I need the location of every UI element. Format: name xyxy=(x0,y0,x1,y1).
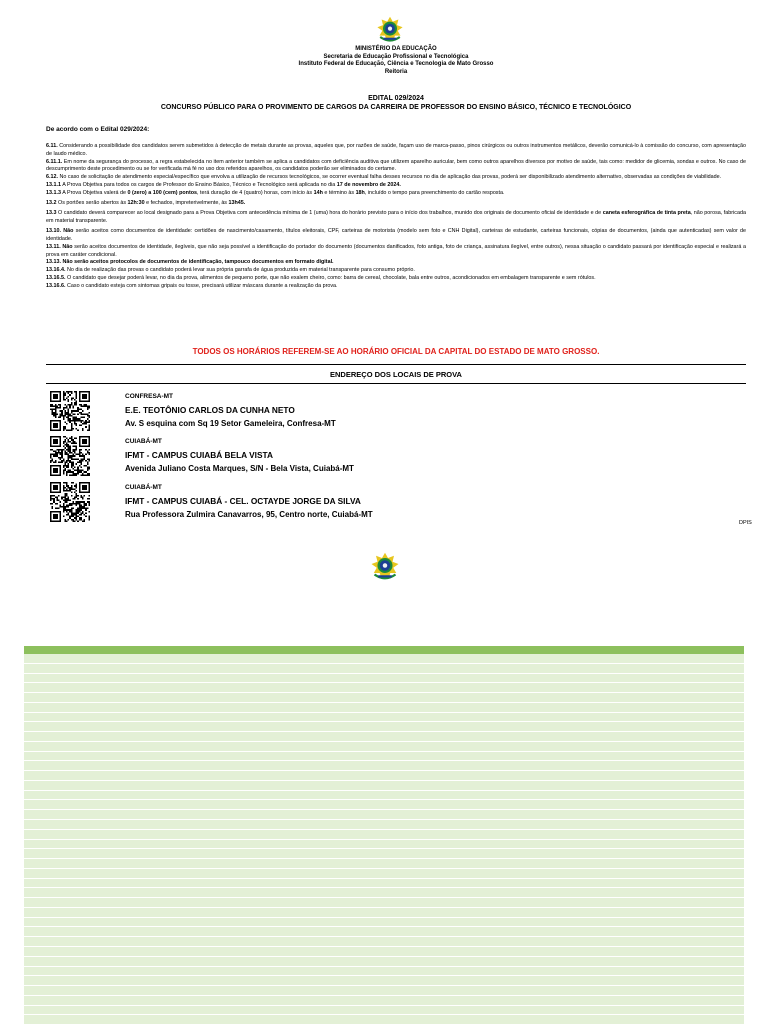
qr-code-icon[interactable] xyxy=(50,391,90,431)
timezone-notice: TODOS OS HORÁRIOS REFEREM-SE AO HORÁRIO OFICIAL DA CAPITAL DO ESTADO DE MATO GROSSO. xyxy=(192,347,600,356)
location-city: CONFRESA-MT xyxy=(125,393,174,400)
table-row xyxy=(24,1015,744,1024)
section-divider-top xyxy=(46,364,746,365)
item-13-16-4: 13.16.4. No dia de realização das provas o candidato poderá levar sua própria garrafa de água produzida em material transparente para consumo próprio. xyxy=(46,267,415,274)
table-row xyxy=(24,810,744,820)
table-row xyxy=(24,713,744,723)
table-row xyxy=(24,1006,744,1016)
location-address: Avenida Juliano Costa Marques, S/N - Bela Vista, Cuiabá-MT xyxy=(125,464,354,473)
table-row xyxy=(24,752,744,762)
table-row xyxy=(24,761,744,771)
table-row xyxy=(24,820,744,830)
table-row xyxy=(24,879,744,889)
item-13-2: 13.2 Os portões serão abertos às 12h:30 e fechados, impreterivelmente, às 13h45. xyxy=(46,199,246,206)
item-13-13: 13.13. Não serão aceitos protocolos de documentos de identificação, tampouco documentos em formato digital. xyxy=(46,259,334,266)
table-header xyxy=(24,646,744,654)
table-row xyxy=(24,654,744,664)
location-name: IFMT - CAMPUS CUIABÁ BELA VISTA xyxy=(125,450,273,460)
table-row xyxy=(24,791,744,801)
item-13-11: 13.11. Não serão aceitos documentos de identidade, ilegíveis, que não seja possível a identificação do portador do documento (documentos danificados, foto antiga, foto de criança, assinatura ilegível, entre outros), nessa situação o candidato passará por identificação especial e realizará a prova em caráter condicional. xyxy=(46,243,747,258)
table-row xyxy=(24,927,744,937)
item-13-1-1: 13.1.1 A Prova Objetiva para todos os cargos de Professor do Ensino Básico, Técnico e Tecnológico será aplicada no dia 17 de novembro de 2024. xyxy=(46,181,401,188)
table-row xyxy=(24,849,744,859)
footer-code: DPIS xyxy=(739,520,752,526)
table-row xyxy=(24,869,744,879)
edital-title: CONCURSO PÚBLICO PARA O PROVIMENTO DE CARGOS DA CARREIRA DE PROFESSOR DO ENSINO BÁSICO, TÉCNICO E TECNOLÓGICO xyxy=(160,104,632,111)
item-6-11-1: 6.11.1. Em nome da segurança do processo, a regra estabelecida no item anterior também se aplica a candidatos com deficiência auditiva que utilizem aparelho auricular, bem como outros aparelhos diversos por motivo de saúde, tais como: medidor de glicemia, sondas e outros. No caso de descumprimento deste procedimento ou se for verificada má fé no uso dos referidos aparelhos, os candidatos poderão ser eliminados do certame. xyxy=(46,158,746,173)
qr-code-icon[interactable] xyxy=(50,436,90,476)
table-row xyxy=(24,683,744,693)
location-city: CUIABÁ-MT xyxy=(125,438,162,445)
item-13-10: 13.10. Não serão aceitos como documentos de identidade: certidões de nascimento/casamento, títulos eleitorais, CPF, carteiras de motorista (modelo sem foto e CNH Digital), carteiras de estudante, carteiras funcionais, cópias de documentos, (ainda que autenticadas) sem valor de identidade. xyxy=(46,228,746,242)
edital-number: EDITAL 029/2024 xyxy=(368,95,424,102)
table-row xyxy=(24,781,744,791)
table-row xyxy=(24,898,744,908)
rules-text xyxy=(46,143,746,291)
unit-name: Reitoria xyxy=(384,68,408,75)
location-name: IFMT - CAMPUS CUIABÁ - CEL. OCTAYDE JORGE DA SILVA xyxy=(125,496,361,506)
location-item xyxy=(50,436,550,480)
empty-table xyxy=(24,646,744,1024)
table-row xyxy=(24,947,744,957)
table-row xyxy=(24,664,744,674)
item-13-16-6: 13.16.6. Caso o candidato esteja com sintomas gripais ou tosse, precisará utilizar máscara durante a realização da prova. xyxy=(46,282,338,289)
locations-heading: ENDEREÇO DOS LOCAIS DE PROVA xyxy=(330,370,462,379)
table-row xyxy=(24,674,744,684)
document-header xyxy=(0,46,768,76)
item-6-12: 6.12. No caso de solicitação de atendimento especial/específico que envolva a utilização de recursos tecnológicos, se ocorrer eventual falha desses recursos no dia de aplicação das provas, poderá ser disponibilizado atendimento alternativo, observadas as condições de viabilidade. xyxy=(46,174,722,181)
table-row xyxy=(24,937,744,947)
brazil-coat-of-arms-icon xyxy=(376,16,404,44)
location-city: CUIABÁ-MT xyxy=(125,484,162,491)
table-row xyxy=(24,742,744,752)
secretariat-name: Secretaria de Educação Profissional e Tecnológica xyxy=(323,53,469,60)
table-row xyxy=(24,732,744,742)
table-row xyxy=(24,967,744,977)
table-row xyxy=(24,840,744,850)
location-name: E.E. TEOTÔNIO CARLOS DA CUNHA NETO xyxy=(125,405,295,415)
table-row xyxy=(24,771,744,781)
location-address: Rua Professora Zulmira Canavarros, 95, Centro norte, Cuiabá-MT xyxy=(125,510,373,519)
location-address: Av. S esquina com Sq 19 Setor Gameleira, Confresa-MT xyxy=(125,419,336,428)
qr-code-icon[interactable] xyxy=(50,482,90,522)
item-13-1-3: 13.1.3 A Prova Objetiva valerá de 0 (zero) a 100 (cem) pontos, terá duração de 4 (quatro) horas, com início às 14h e término às 18h, incluído o tempo para preenchimento do cartão resposta. xyxy=(46,189,505,196)
brazil-coat-of-arms-icon xyxy=(370,552,400,582)
item-13-16-5: 13.16.5. O candidato que desejar poderá levar, no dia da prova, alimentos de pequeno porte, que não exalem cheiro, como: barra de cereal, chocolate, bala entre outros, acondicionados em embalagem transparente e sem rótulos. xyxy=(46,274,596,281)
table-row xyxy=(24,918,744,928)
location-item xyxy=(50,391,550,435)
item-13-3: 13.3 O candidato deverá comparecer ao local designado para a Prova Objetiva com antecedência mínima de 1 (uma) hora do horário previsto para o início dos trabalhos, munido dos originais de documento oficial de identidade e de caneta esferográfica de tinta preta, não porosa, fabricada em material transparente. xyxy=(46,210,746,224)
table-row xyxy=(24,957,744,967)
ministry-name: MINISTÉRIO DA EDUCAÇÃO xyxy=(355,46,437,52)
intro-text: De acordo com o Edital 029/2024: xyxy=(46,126,150,133)
table-row xyxy=(24,693,744,703)
table-row xyxy=(24,976,744,986)
table-row xyxy=(24,830,744,840)
location-item xyxy=(50,482,550,526)
table-row xyxy=(24,996,744,1006)
table-row xyxy=(24,908,744,918)
table-row xyxy=(24,986,744,996)
section-divider-bottom xyxy=(46,383,746,384)
table-row xyxy=(24,859,744,869)
table-row xyxy=(24,722,744,732)
institute-name: Instituto Federal de Educação, Ciência e Tecnologia de Mato Grosso xyxy=(298,61,494,68)
table-row xyxy=(24,703,744,713)
table-row xyxy=(24,888,744,898)
table-row xyxy=(24,800,744,810)
item-6-11: 6.11. Considerando a possibilidade dos candidatos serem submetidos à detecção de metais durante as provas, aqueles que, por razões de saúde, façam uso de marca-passo, pinos cirúrgicos ou outros instrumentos metálicos, deverão comunicá-lo à comissão do concurso, com apresentação de laudo médico. xyxy=(46,143,746,157)
